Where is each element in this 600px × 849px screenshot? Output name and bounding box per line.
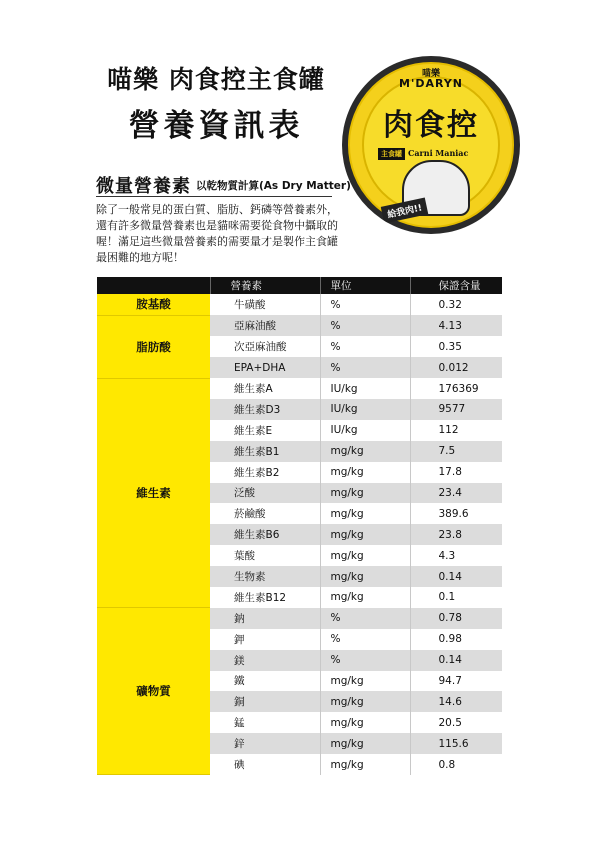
table-row — [97, 608, 502, 629]
table-row — [97, 315, 502, 336]
nutrient-name: 鉀 — [210, 629, 320, 650]
nutrient-unit: mg/kg — [320, 441, 410, 462]
table-header-category — [97, 277, 210, 294]
nutrition-table — [97, 277, 502, 775]
nutrient-name: 維生素D3 — [210, 399, 320, 420]
nutrient-unit: mg/kg — [320, 671, 410, 692]
nutrient-name: 鈉 — [210, 608, 320, 629]
can-brand-small: 喵樂 — [421, 69, 440, 79]
table-header-row — [97, 277, 502, 294]
nutrient-unit: % — [320, 608, 410, 629]
nutrient-name: 維生素B2 — [210, 462, 320, 483]
nutrient-name: 鋅 — [210, 733, 320, 754]
nutrient-unit: % — [320, 629, 410, 650]
nutrient-value: 4.3 — [410, 545, 502, 566]
nutrient-name: 錳 — [210, 712, 320, 733]
category-fatty-acid: 脂肪酸 — [97, 315, 210, 378]
nutrient-name: 維生素A — [210, 378, 320, 399]
section-divider — [96, 196, 332, 197]
nutrient-value: 0.98 — [410, 629, 502, 650]
nutrient-value: 0.78 — [410, 608, 502, 629]
nutrient-unit: mg/kg — [320, 587, 410, 608]
nutrient-value: 17.8 — [410, 462, 502, 483]
nutrient-unit: mg/kg — [320, 462, 410, 483]
nutrient-name: 牛磺酸 — [210, 294, 320, 315]
nutrient-name: 次亞麻油酸 — [210, 336, 320, 357]
nutrient-value: 0.012 — [410, 357, 502, 378]
section-title: 微量營養素 — [96, 176, 191, 197]
nutrient-value: 14.6 — [410, 691, 502, 712]
nutrient-value: 176369 — [410, 378, 502, 399]
table-header-value: 保證含量 — [410, 277, 502, 294]
can-speech-bubble: 給我肉!! — [381, 197, 429, 223]
category-amino-acid: 胺基酸 — [97, 294, 210, 315]
nutrient-value: 7.5 — [410, 441, 502, 462]
nutrient-value: 20.5 — [410, 712, 502, 733]
nutrient-value: 115.6 — [410, 733, 502, 754]
table-row — [97, 294, 502, 315]
can-product-name: 肉食控 — [383, 108, 479, 143]
nutrient-value: 9577 — [410, 399, 502, 420]
nutrient-unit: IU/kg — [320, 399, 410, 420]
nutrient-unit: % — [320, 315, 410, 336]
nutrient-unit: % — [320, 336, 410, 357]
nutrient-name: 銅 — [210, 691, 320, 712]
nutrient-unit: mg/kg — [320, 503, 410, 524]
nutrient-name: 鎂 — [210, 650, 320, 671]
nutrient-name: 維生素B6 — [210, 524, 320, 545]
nutrient-name: 葉酸 — [210, 545, 320, 566]
section-subtitle: 以乾物質計算(As Dry Matter) — [196, 180, 351, 192]
category-mineral: 礦物質 — [97, 608, 210, 775]
nutrient-value: 4.13 — [410, 315, 502, 336]
page-title-line2: 營養資訊表 — [128, 108, 304, 144]
nutrient-name: EPA+DHA — [210, 357, 320, 378]
product-can-logo — [342, 56, 520, 234]
nutrient-name: 鐵 — [210, 671, 320, 692]
nutrient-unit: mg/kg — [320, 712, 410, 733]
section-description: 除了一般常見的蛋白質、脂肪、鈣磷等營養素外，還有許多微量營養素也是貓咪需要從食物中攝取的喔！滿足這些微量營養素的需要量才是製作主食罐最困難的地方呢！ — [96, 203, 338, 264]
table-header-nutrient: 營養素 — [210, 277, 320, 294]
nutrient-value: 0.1 — [410, 587, 502, 608]
nutrient-name: 維生素B12 — [210, 587, 320, 608]
category-vitamin: 維生素 — [97, 378, 210, 608]
nutrient-name: 泛酸 — [210, 483, 320, 504]
table-header-unit: 單位 — [320, 277, 410, 294]
can-english-name: Carni Maniac — [408, 148, 469, 158]
nutrient-value: 112 — [410, 420, 502, 441]
nutrient-unit: mg/kg — [320, 545, 410, 566]
nutrient-value: 23.8 — [410, 524, 502, 545]
page-title-line1: 喵樂 肉食控主食罐 — [107, 65, 325, 94]
nutrient-value: 23.4 — [410, 483, 502, 504]
nutrient-value: 0.8 — [410, 754, 502, 775]
nutrient-name: 亞麻油酸 — [210, 315, 320, 336]
nutrient-name: 碘 — [210, 754, 320, 775]
nutrient-name: 維生素B1 — [210, 441, 320, 462]
can-brand-name: M'DARYN — [399, 77, 463, 90]
nutrient-unit: mg/kg — [320, 483, 410, 504]
nutrient-unit: mg/kg — [320, 566, 410, 587]
nutrient-value: 0.14 — [410, 566, 502, 587]
can-tag: 主食罐 — [378, 148, 405, 160]
nutrient-unit: % — [320, 294, 410, 315]
nutrient-value: 0.32 — [410, 294, 502, 315]
nutrient-unit: mg/kg — [320, 524, 410, 545]
table-row — [97, 378, 502, 399]
nutrient-unit: IU/kg — [320, 378, 410, 399]
nutrient-name: 生物素 — [210, 566, 320, 587]
nutrient-unit: IU/kg — [320, 420, 410, 441]
nutrient-value: 0.14 — [410, 650, 502, 671]
nutrient-name: 維生素E — [210, 420, 320, 441]
nutrient-name: 菸鹼酸 — [210, 503, 320, 524]
nutrient-unit: mg/kg — [320, 754, 410, 775]
nutrient-unit: mg/kg — [320, 733, 410, 754]
nutrient-unit: % — [320, 650, 410, 671]
nutrient-unit: % — [320, 357, 410, 378]
nutrient-value: 0.35 — [410, 336, 502, 357]
nutrient-unit: mg/kg — [320, 691, 410, 712]
nutrient-value: 389.6 — [410, 503, 502, 524]
nutrient-value: 94.7 — [410, 671, 502, 692]
